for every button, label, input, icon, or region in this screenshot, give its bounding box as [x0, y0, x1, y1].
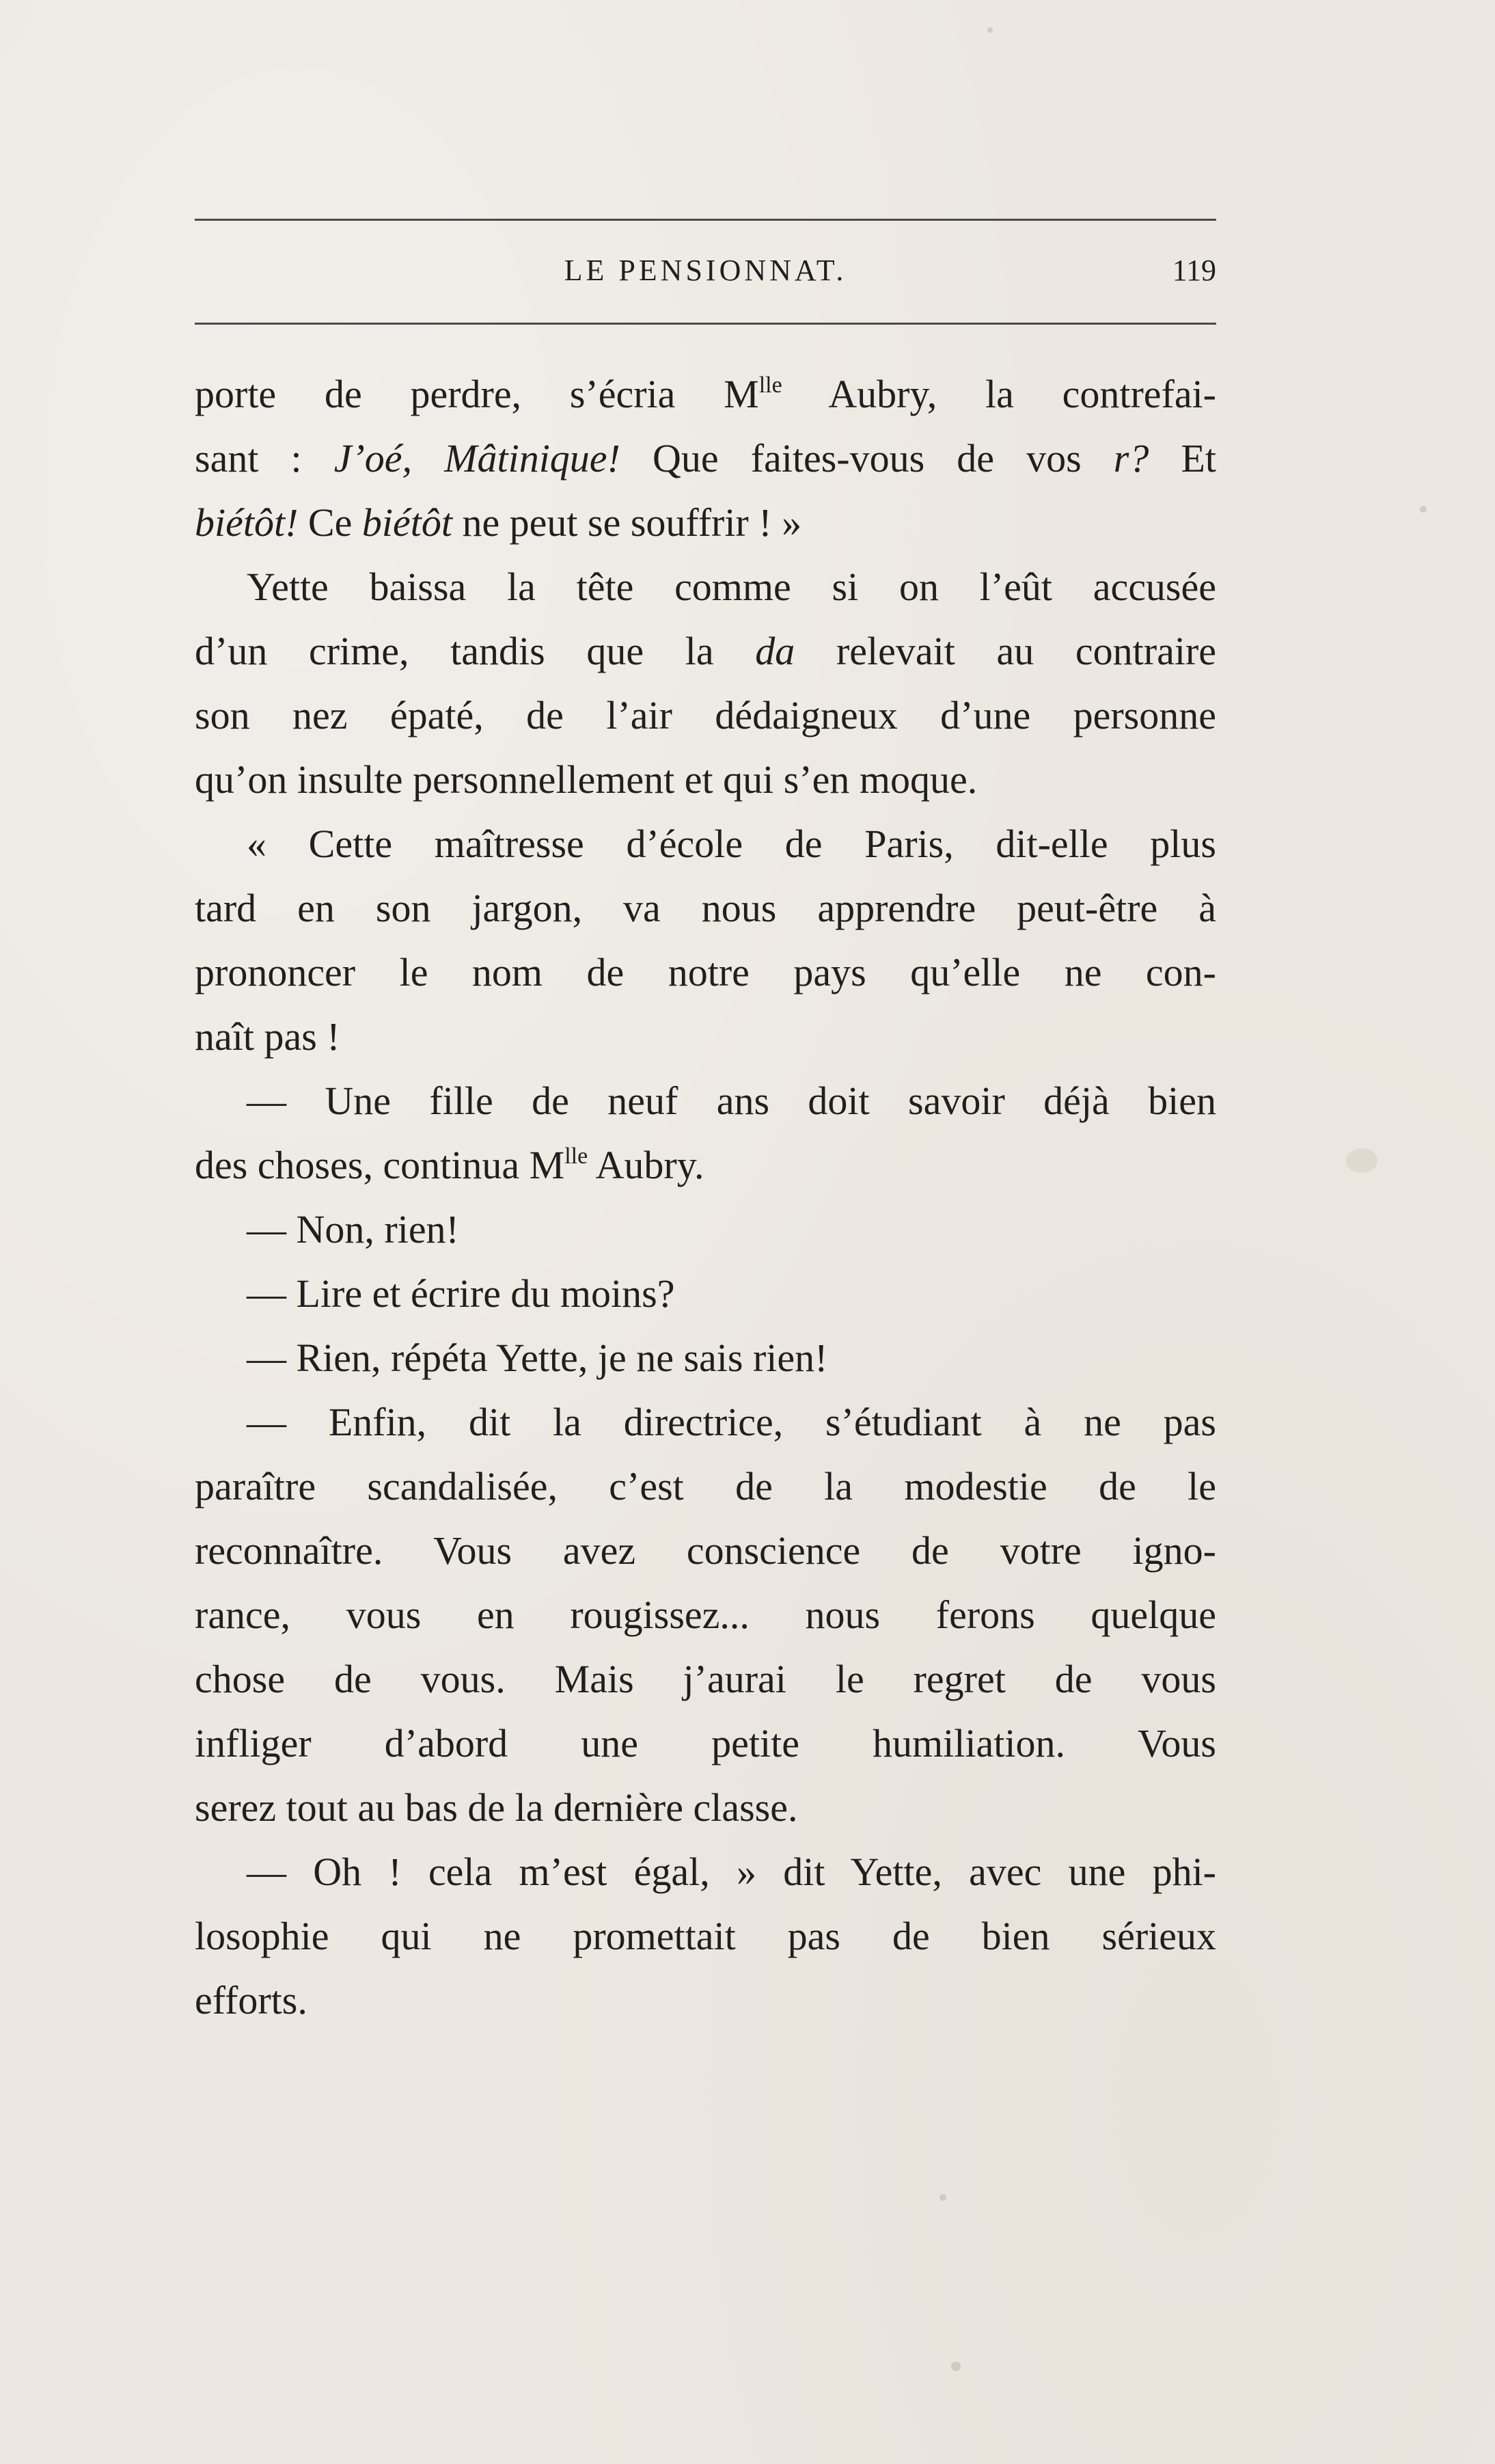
- text-line: [195, 1968, 1216, 2033]
- text-line: [195, 1197, 1216, 1262]
- text-line: [195, 1776, 1216, 1840]
- running-head: [195, 246, 1216, 301]
- text-line: [195, 1133, 1216, 1197]
- text-span: efforts.: [195, 1978, 307, 2022]
- italic-text: biétôt!: [195, 500, 299, 545]
- text-span: Et: [1149, 436, 1216, 480]
- text-span: paraître scandalisée, c’est de la modestie de le: [195, 1464, 1216, 1508]
- text-line: [195, 1711, 1216, 1776]
- text-line: [195, 555, 1216, 619]
- text-span: — Enfin, dit la directrice, s’étudiant à ne pas: [247, 1400, 1216, 1444]
- text-line: [195, 940, 1216, 1005]
- text-span: relevait au contraire: [795, 629, 1216, 673]
- text-span: — Rien, répéta Yette, je ne sais rien!: [247, 1336, 828, 1380]
- superscript: lle: [758, 373, 782, 398]
- text-span: Ce: [298, 500, 362, 545]
- text-span: reconnaître. Vous avez conscience de votre igno-: [195, 1528, 1216, 1573]
- body-text: [195, 362, 1216, 2033]
- text-line: [195, 1005, 1216, 1069]
- text-span: infliger d’abord une petite humiliation. Vous: [195, 1721, 1216, 1765]
- paper-speck: [951, 2361, 961, 2371]
- text-line: [195, 1583, 1216, 1647]
- text-line: [195, 491, 1216, 555]
- text-line: [195, 683, 1216, 748]
- text-span: Aubry, la contrefai-: [782, 372, 1216, 416]
- text-line: [195, 1326, 1216, 1390]
- header-rule-top: [195, 219, 1216, 221]
- text-span: son nez épaté, de l’air dédaigneux d’une personne: [195, 693, 1216, 737]
- text-line: [195, 1454, 1216, 1519]
- text-line: [195, 748, 1216, 812]
- paper-speck: [939, 2194, 946, 2201]
- running-title: LE PENSIONNAT.: [564, 254, 847, 287]
- text-span: naît pas !: [195, 1014, 340, 1059]
- text-span: Yette baissa la tête comme si on l’eût accusée: [247, 565, 1216, 609]
- text-line: [195, 876, 1216, 940]
- text-line: [195, 427, 1216, 491]
- text-span: porte de perdre, s’écria M: [195, 372, 759, 416]
- text-line: [195, 1519, 1216, 1583]
- text-line: [195, 1069, 1216, 1133]
- italic-text: da: [755, 629, 795, 673]
- text-span: tard en son jargon, va nous apprendre peut-être à: [195, 886, 1216, 930]
- text-span: ne peut se souffrir ! »: [452, 500, 802, 545]
- italic-text: r?: [1113, 436, 1149, 480]
- text-span: serez tout au bas de la dernière classe.: [195, 1785, 798, 1830]
- text-span: qu’on insulte personnellement et qui s’en moque.: [195, 757, 978, 802]
- superscript: lle: [564, 1143, 588, 1169]
- text-span: chose de vous. Mais j’aurai le regret de vous: [195, 1657, 1216, 1701]
- text-line: [195, 1647, 1216, 1711]
- text-span: — Une fille de neuf ans doit savoir déjà bien: [247, 1079, 1216, 1123]
- text-line: [195, 1840, 1216, 1904]
- header-rule-bottom: [195, 323, 1216, 325]
- text-span: Que faites-vous de vos: [620, 436, 1114, 480]
- italic-text: J’oé, Mâtinique!: [333, 436, 620, 480]
- text-span: prononcer le nom de notre pays qu’elle ne con-: [195, 950, 1216, 994]
- text-span: — Lire et écrire du moins?: [247, 1271, 675, 1316]
- text-span: rance, vous en rougissez... nous ferons quelque: [195, 1593, 1216, 1637]
- text-span: losophie qui ne promettait pas de bien sérieux: [195, 1914, 1216, 1958]
- text-span: sant :: [195, 436, 334, 480]
- text-span: d’un crime, tandis que la: [195, 629, 756, 673]
- page-number: 119: [1172, 254, 1216, 287]
- text-line: [195, 1904, 1216, 1968]
- text-span: — Oh ! cela m’est égal, » dit Yette, avec une phi-: [247, 1850, 1216, 1894]
- text-line: [195, 812, 1216, 876]
- text-line: [195, 362, 1216, 427]
- paper-speck: [1346, 1148, 1377, 1173]
- text-span: des choses, continua M: [195, 1143, 565, 1187]
- text-span: — Non, rien!: [247, 1207, 459, 1251]
- text-line: [195, 1262, 1216, 1326]
- text-span: Aubry.: [588, 1143, 704, 1187]
- paper-speck: [987, 27, 993, 33]
- text-line: [195, 619, 1216, 683]
- text-line: [195, 1390, 1216, 1454]
- paper-speck: [1420, 506, 1427, 513]
- text-span: « Cette maîtresse d’école de Paris, dit-elle plus: [247, 822, 1216, 866]
- italic-text: biétôt: [361, 500, 452, 545]
